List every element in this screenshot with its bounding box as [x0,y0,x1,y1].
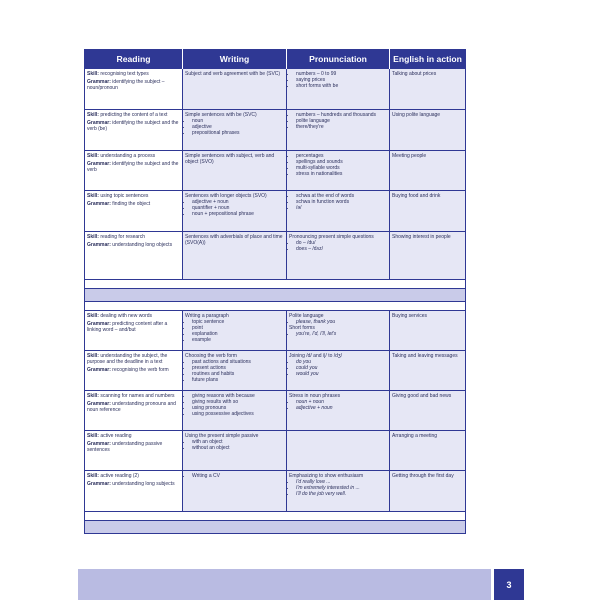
action-text: Using polite language [392,112,441,118]
table-row [85,351,465,391]
action-text: Giving good and bad news [392,393,452,399]
bullet-list [289,193,387,211]
bullet-item: • schwa in function words [296,199,387,205]
bullet-item: • with an object [192,439,284,445]
pronunciation-text: Pronouncing present simple questions [289,234,374,240]
reading-cell [85,191,183,231]
grammar-text: recognising the verb form [112,367,169,373]
reading-cell [85,391,183,430]
bullet-item: • topic sentence [192,319,284,325]
section-band [85,289,465,302]
writing-cell [183,311,287,350]
skill-line [87,112,180,118]
bullet-item: • future plans [192,377,284,383]
writing-cell [183,69,287,109]
bullet-item: • schwa at the end of words [296,193,387,199]
bullet-item: • I'm extremely interested in ... [296,485,387,491]
reading-cell [85,431,183,470]
writing-cell [183,151,287,190]
grammar-line [87,321,180,333]
action-text: Showing interest in people [392,234,451,240]
bullet-list [289,359,387,377]
grammar-line [87,441,180,453]
grammar-line [87,367,180,373]
reading-cell [85,232,183,279]
writing-cell [183,391,287,430]
bullet-item: • past actions and situations [192,359,284,365]
grammar-text: understanding pronouns and noun reference [87,401,176,413]
grammar-text: predicting content after a linking word – and/but [87,321,168,333]
skill-line [87,353,180,365]
pronunciation-cell [287,110,390,150]
writing-text: Simple sentences with subject, verb and object (SVO) [185,153,275,165]
bullet-item: • giving reasons with because [192,393,284,399]
bullet-item: • numbers – hundreds and thousands [296,112,387,118]
grammar-label: Grammar: [87,481,111,487]
skill-label: Skill: [87,393,99,399]
pronunciation-text-2: Short forms [289,325,315,331]
header-pronunciation: Pronunciation [287,49,390,69]
action-cell [390,391,465,430]
grammar-label: Grammar: [87,401,111,407]
pronunciation-text: Emphasizing to show enthusiasm [289,473,364,479]
skill-text: recognising text types [100,71,149,77]
table-row [85,191,465,232]
skill-line [87,153,180,159]
table-row [85,311,465,351]
action-text: Getting through the first day [392,473,454,479]
bullet-item: • using possessive adjectives [192,411,284,417]
bullet-item: • polite language [296,118,387,124]
skill-label: Skill: [87,353,99,359]
grammar-label: Grammar: [87,441,111,447]
bullet-item: • percentages [296,153,387,159]
table-row [85,471,465,512]
bullet-item: • numbers – 0 to 99 [296,71,387,77]
skill-label: Skill: [87,473,99,479]
grammar-label: Grammar: [87,120,111,126]
bullet-item: • quantifier + noun [192,205,284,211]
skill-text: active reading (2) [100,473,139,479]
header-reading: Reading [85,49,183,69]
bullet-item: • noun [192,118,284,124]
skill-text: understanding a process [100,153,156,159]
bullet-item: • routines and habits [192,371,284,377]
grammar-line [87,161,180,173]
grammar-label: Grammar: [87,79,111,85]
skill-text: understanding the subject, the purpose and the deadline in a text [87,353,168,365]
bullet-item: • adjective + noun [192,199,284,205]
reading-cell [85,110,183,150]
pronunciation-text: Stress in noun phrases [289,393,341,399]
bullet-list [185,473,284,479]
action-cell [390,471,465,511]
action-cell [390,431,465,470]
skill-line [87,473,180,479]
action-text: Talking about prices [392,71,437,77]
reading-cell [85,151,183,190]
grammar-line [87,401,180,413]
grammar-label: Grammar: [87,367,111,373]
action-cell [390,232,465,279]
pronunciation-cell [287,311,390,350]
spacer-row [85,302,465,311]
pronunciation-cell [287,431,390,470]
skill-text: predicting the content of a text [100,112,168,118]
grammar-text: identifying the subject and the verb [87,161,179,173]
action-cell [390,151,465,190]
grammar-text: identifying the subject – noun/pronoun [87,79,165,91]
table-row [85,151,465,191]
bullet-item: • short forms with be [296,83,387,89]
skill-label: Skill: [87,234,99,240]
skill-line [87,393,180,399]
bullet-item: • without an object [192,445,284,451]
bullet-item: • noun + noun [296,399,387,405]
pronunciation-cell [287,69,390,109]
action-cell [390,311,465,350]
grammar-text: identifying the subject and the verb (be) [87,120,179,132]
bullet-item: • stress in nationalities [296,171,387,177]
skill-text: scanning for names and numbers [100,393,175,399]
bullet-item: • does – /dʌz/ [296,246,387,252]
bullet-item: • you're, I'd, I'll, let's [296,331,387,337]
spacer-row [85,280,465,289]
header-english-in-action: English in action [393,54,462,64]
unit-block-2 [85,311,465,512]
table-header [85,49,465,69]
bullet-list [289,153,387,177]
grammar-line [87,201,180,207]
grammar-line [87,79,180,91]
action-text: Arranging a meeting [392,433,438,439]
bullet-item: • prepositional phrases [192,130,284,136]
skill-line [87,433,180,439]
reading-cell [85,69,183,109]
grammar-text: understanding passive sentences [87,441,163,453]
bullet-item: • spellings and sounds [296,159,387,165]
table-row [85,431,465,471]
bullet-item: • present actions [192,365,284,371]
pronunciation-text: Polite language [289,313,324,319]
writing-text: Choosing the verb form [185,353,237,359]
bullet-item: • noun + prepositional phrase [192,211,284,217]
bullet-item: • could you [296,365,387,371]
writing-text: Using the present simple passive [185,433,259,439]
grammar-label: Grammar: [87,201,111,207]
bullet-item: • do you [296,359,387,365]
bullet-item: • please, thank you [296,319,387,325]
bullet-item: • Writing a CV [192,473,284,479]
pronunciation-cell [287,471,390,511]
footer-bar [78,569,491,600]
grammar-label: Grammar: [87,161,111,167]
bullet-list [289,112,387,130]
header-writing: Writing [183,49,287,69]
bullet-item: • I'd really love ... [296,479,387,485]
grammar-line [87,120,180,132]
bullet-item: • do – /du/ [296,240,387,246]
skill-label: Skill: [87,433,99,439]
reading-cell [85,351,183,390]
bullet-item: • adjective [192,124,284,130]
writing-cell [183,431,287,470]
skill-line [87,193,180,199]
writing-text: Subject and verb agreement with be (SVC) [185,71,281,77]
bullet-item: • adjective + noun [296,405,387,411]
writing-cell [183,351,287,390]
table-row [85,391,465,431]
page-number: 3 [494,569,524,600]
action-cell [390,351,465,390]
reading-cell [85,471,183,511]
writing-text: Sentences with adverbials of place and time (SVO(A)) [185,234,283,246]
skill-text: active reading [100,433,132,439]
skill-label: Skill: [87,193,99,199]
bullet-item: • explanation [192,331,284,337]
bullet-list [289,331,387,337]
skill-line [87,71,180,77]
writing-text: Writing a paragraph [185,313,229,319]
pronunciation-cell [287,351,390,390]
table-row [85,110,465,151]
bullet-item: • I'll do the job very well. [296,491,387,497]
spacer-row [85,512,465,521]
action-text: Buying services [392,313,428,319]
action-cell [390,110,465,150]
skill-label: Skill: [87,313,99,319]
grammar-text: finding the object [112,201,151,207]
bullet-list [185,118,284,136]
action-text: Buying food and drink [392,193,441,199]
bullet-item: • multi-syllable words [296,165,387,171]
section-band [85,521,465,534]
bullet-item: • using pronouns [192,405,284,411]
pronunciation-cell [287,191,390,231]
bullet-item: • giving results with so [192,399,284,405]
bullet-list [185,393,284,417]
skill-text: using topic sentences [100,193,149,199]
action-text: Meeting people [392,153,427,159]
skill-label: Skill: [87,153,99,159]
skill-line [87,234,180,240]
bullet-list [185,439,284,451]
pronunciation-text: Joining /d/ and /j/ to /dʒ/ [289,353,343,359]
bullet-item: • /ə/ [296,205,387,211]
pronunciation-cell [287,232,390,279]
action-cell [390,69,465,109]
bullet-item: • there/they're [296,124,387,130]
grammar-label: Grammar: [87,321,111,327]
grammar-line [87,481,180,487]
bullet-list [289,399,387,411]
bullet-item: • point [192,325,284,331]
writing-cell [183,471,287,511]
writing-cell [183,232,287,279]
reading-cell [85,311,183,350]
bullet-item: • would you [296,371,387,377]
bullet-list [185,199,284,217]
writing-cell [183,110,287,150]
pronunciation-cell [287,151,390,190]
writing-cell [183,191,287,231]
bullet-item: • example [192,337,284,343]
grammar-line [87,242,180,248]
skill-line [87,313,180,319]
bullet-list [289,479,387,497]
action-text: Taking and leaving messages [392,353,458,359]
writing-text: Sentences with longer objects (SVO) [185,193,267,199]
grammar-text: understanding long subjects [112,481,175,487]
skill-label: Skill: [87,112,99,118]
grammar-text: understanding long objects [112,242,173,248]
grammar-label: Grammar: [87,242,111,248]
skill-text: reading for research [100,234,146,240]
pronunciation-cell [287,391,390,430]
bullet-list [289,240,387,252]
syllabus-table [84,49,466,534]
bullet-item: • saying prices [296,77,387,83]
unit-block-1 [85,69,465,280]
skill-label: Skill: [87,71,99,77]
table-row [85,232,465,280]
bullet-list [289,71,387,89]
skill-text: dealing with new words [100,313,153,319]
bullet-list [185,359,284,383]
table-row [85,69,465,110]
bullet-list [185,319,284,343]
writing-text: Simple sentences with be (SVC) [185,112,257,118]
action-cell [390,191,465,231]
